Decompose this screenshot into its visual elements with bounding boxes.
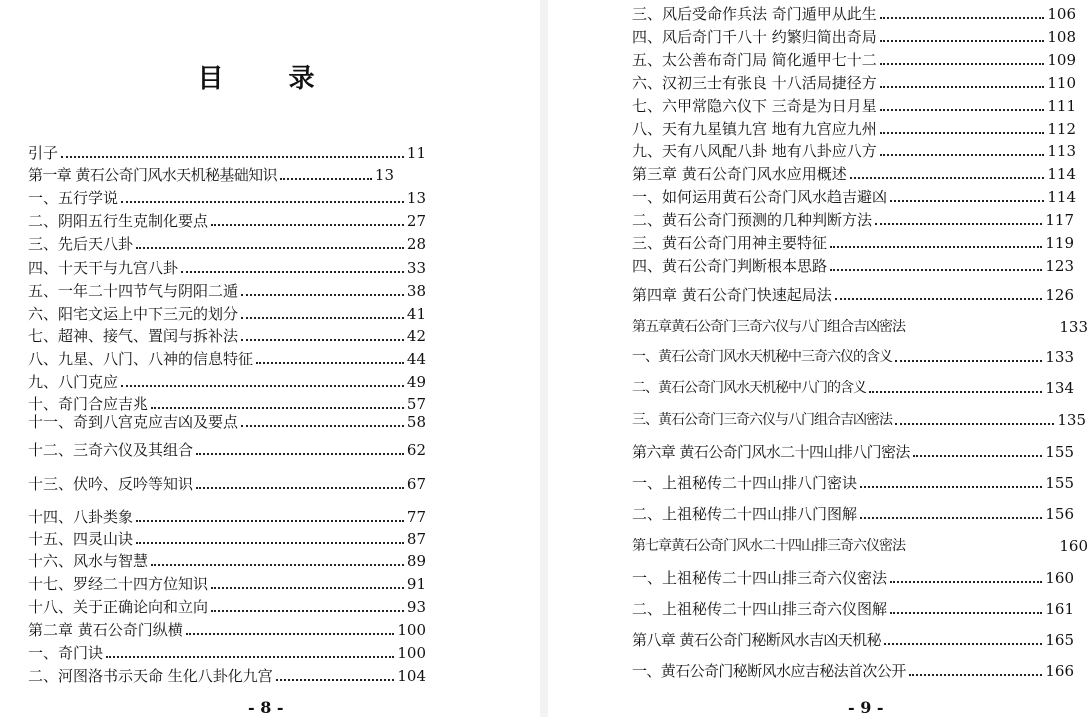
toc-entry: 第二章 黄石公奇门纵横 100	[28, 621, 426, 639]
left-page	[0, 0, 540, 717]
toc-entry: 九、八门克应 49	[28, 373, 426, 391]
toc-entry: 四、风后奇门千八十 约繁归简出奇局 108	[632, 28, 1076, 46]
toc-entry: 二、河图洛书示天命 生化八卦化九宫 104	[28, 667, 426, 685]
toc-entry: 五、一年二十四节气与阴阳二遁 38	[28, 282, 426, 300]
toc-entry: 三、风后受命作兵法 奇门遁甲从此生 106	[632, 5, 1076, 23]
toc-entry: 一、如何运用黄石公奇门风水趋吉避凶 114	[632, 188, 1076, 206]
toc-entry: 三、黄石公奇门三奇六仪与八门组合吉凶密法 135	[632, 411, 1086, 429]
toc-entry: 第四章 黄石公奇门快速起局法 126	[632, 286, 1074, 304]
toc-entry: 一、黄石公奇门秘断风水应吉秘法首次公开 166	[632, 662, 1074, 680]
toc-entry: 第一章 黄石公奇门风水天机秘基础知识 13	[28, 166, 394, 184]
toc-entry: 一、上祖秘传二十四山排八门密诀 155	[632, 474, 1074, 492]
page-number: - 8 -	[248, 698, 284, 717]
toc-entry: 十二、三奇六仪及其组合 62	[28, 441, 426, 459]
toc-entry: 二、黄石公奇门风水天机秘中八门的含义 134	[632, 379, 1074, 397]
toc-entry: 七、超神、接气、置闰与拆补法 42	[28, 327, 426, 345]
toc-entry: 一、奇门诀 100	[28, 644, 426, 662]
toc-entry: 八、九星、八门、八神的信息特征 44	[28, 350, 426, 368]
toc-entry: 十三、伏吟、反吟等知识 67	[28, 475, 426, 493]
right-page	[548, 0, 1089, 717]
toc-entry: 第五章黄石公奇门三奇六仪与八门组合吉凶密法 133	[632, 318, 1088, 336]
toc-entry: 四、十天干与九宫八卦 33	[28, 259, 426, 277]
book-gutter	[540, 0, 548, 717]
toc-entry: 二、上祖秘传二十四山排八门图解 156	[632, 505, 1074, 523]
toc-entry: 第三章 黄石公奇门风水应用概述 114	[632, 165, 1076, 183]
toc-entry: 十五、四灵山诀 87	[28, 530, 426, 548]
toc-entry: 十七、罗经二十四方位知识 91	[28, 575, 426, 593]
toc-entry: 四、黄石公奇门判断根本思路 123	[632, 257, 1074, 275]
toc-entry: 二、上祖秘传二十四山排三奇六仪图解 161	[632, 600, 1074, 618]
toc-entry: 二、黄石公奇门预测的几种判断方法 117	[632, 211, 1074, 229]
toc-entry: 一、上祖秘传二十四山排三奇六仪密法 160	[632, 569, 1074, 587]
toc-entry: 七、六甲常隐六仪下 三奇是为日月星 111	[632, 97, 1076, 115]
toc-entry: 六、阳宅文运上中下三元的划分 41	[28, 305, 426, 323]
toc-entry: 九、天有八风配八卦 地有八卦应八方 113	[632, 142, 1076, 160]
toc-entry: 十、奇门合应吉兆 57	[28, 395, 426, 413]
toc-entry: 一、五行学说 13	[28, 189, 426, 207]
toc-entry: 八、天有九星镇九宫 地有九宫应九州 112	[632, 120, 1076, 138]
toc-entry: 第六章 黄石公奇门风水二十四山排八门密法 155	[632, 443, 1074, 461]
toc-entry: 十八、关于正确论向和立向 93	[28, 598, 426, 616]
page-number: - 9 -	[848, 698, 884, 717]
toc-entry: 十六、风水与智慧 89	[28, 552, 426, 570]
toc-title: 目 录	[197, 64, 343, 94]
toc-entry: 六、汉初三士有张良 十八活局捷径方 110	[632, 74, 1076, 92]
toc-entry: 十四、八卦类象 77	[28, 508, 426, 526]
toc-entry: 十一、奇到八宫克应吉凶及要点 58	[28, 413, 426, 431]
toc-entry: 引子 11	[28, 144, 426, 162]
toc-entry: 五、太公善布奇门局 简化遁甲七十二 109	[632, 51, 1076, 69]
toc-entry: 第八章 黄石公奇门秘断风水吉凶天机秘 165	[632, 631, 1074, 649]
toc-entry: 第七章黄石公奇门风水二十四山排三奇六仪密法 160	[632, 537, 1088, 555]
toc-entry: 二、阴阳五行生克制化要点 27	[28, 212, 426, 230]
toc-entry: 一、黄石公奇门风水天机秘中三奇六仪的含义 133	[632, 348, 1074, 366]
toc-entry: 三、先后天八卦 28	[28, 235, 426, 253]
toc-entry: 三、黄石公奇门用神主要特征 119	[632, 234, 1074, 252]
